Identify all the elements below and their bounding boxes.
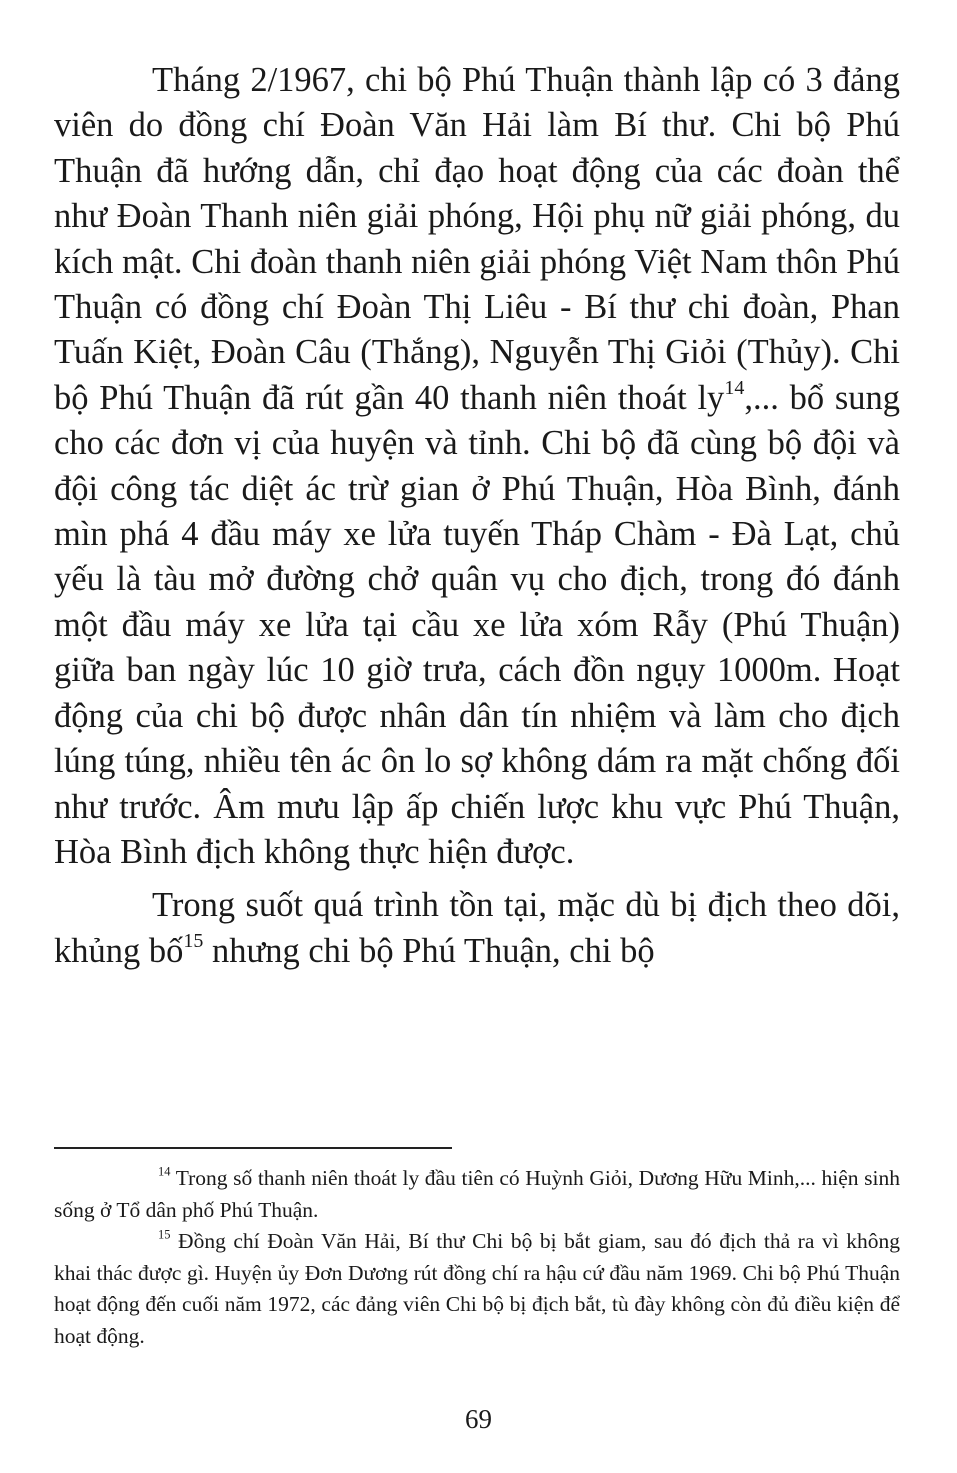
footnote-14 xyxy=(54,1163,900,1226)
paragraph-2-text-a: Trong suốt quá trình tồn tại, mặc dù bị địch theo dõi, khủng bố xyxy=(54,886,900,970)
footnote-15-text: Đồng chí Đoàn Văn Hải, Bí thư Chi bộ bị bắt giam, sau đó địch thả ra vì không khai thác được gì. Huyện ủy Đơn Dương rút đồng chí ra hậu cứ đầu năm 1969. Chi bộ Phú Thuận hoạt động đến cuối năm 1972, các đảng viên Chi bộ bị địch bắt, tù đày không còn đủ điều kiện để hoạt động. xyxy=(54,1229,900,1348)
body-paragraph-2 xyxy=(54,883,900,974)
paragraph-1-text-b: ,... bổ sung cho các đơn vị của huyện và tỉnh. Chi bộ đã cùng bộ đội và đội công tác diệt ác trừ gian ở Phú Thuận, Hòa Bình, đánh mìn phá 4 đầu máy xe lửa tuyến Tháp Chàm - Đà Lạt, chủ yếu là tàu mở đường chở quân vụ cho địch, trong đó đánh một đầu máy xe lửa tại cầu xe lửa xóm Rẫy (Phú Thuận) giữa ban ngày lúc 10 giờ trưa, cách đồn ngụy 1000m. Hoạt động của chi bộ được nhân dân tín nhiệm và làm cho địch lúng túng, nhiều tên ác ôn lo sợ không dám ra mặt chống đối như trước. Âm mưu lập ấp chiến lược khu vực Phú Thuận, Hòa Bình địch không thực hiện được. xyxy=(54,378,900,871)
footnote-15 xyxy=(54,1226,900,1352)
footnote-ref-15[interactable]: 15 xyxy=(183,929,204,952)
footnote-15-marker: 15 xyxy=(158,1227,171,1242)
footnotes xyxy=(54,1163,900,1352)
footnote-14-marker: 14 xyxy=(158,1164,171,1179)
page-number: 69 xyxy=(465,1404,492,1434)
body-text xyxy=(54,58,900,974)
paragraph-2-text-b: nhưng chi bộ Phú Thuận, chi bộ xyxy=(203,931,655,970)
body-paragraph-1 xyxy=(54,58,900,875)
paragraph-1-text-a: Tháng 2/1967, chi bộ Phú Thuận thành lập có 3 đảng viên do đồng chí Đoàn Văn Hải làm Bí thư. Chi bộ Phú Thuận đã hướng dẫn, chỉ đạo hoạt động của các đoàn thể như Đoàn Thanh niên giải phóng, Hội phụ nữ giải phóng, du kích mật. Chi đoàn thanh niên giải phóng Việt Nam thôn Phú Thuận có đồng chí Đoàn Thị Liêu - Bí thư chi đoàn, Phan Tuấn Kiệt, Đoàn Câu (Thắng), Nguyễn Thị Giỏi (Thủy). Chi bộ Phú Thuận đã rút gần 40 thanh niên thoát ly xyxy=(54,61,900,417)
footnote-ref-14[interactable]: 14 xyxy=(724,376,745,399)
footnote-14-text: Trong số thanh niên thoát ly đầu tiên có Huỳnh Giỏi, Dương Hữu Minh,... hiện sinh sống ở Tổ dân phố Phú Thuận. xyxy=(54,1166,900,1222)
footnote-separator xyxy=(54,1147,452,1149)
